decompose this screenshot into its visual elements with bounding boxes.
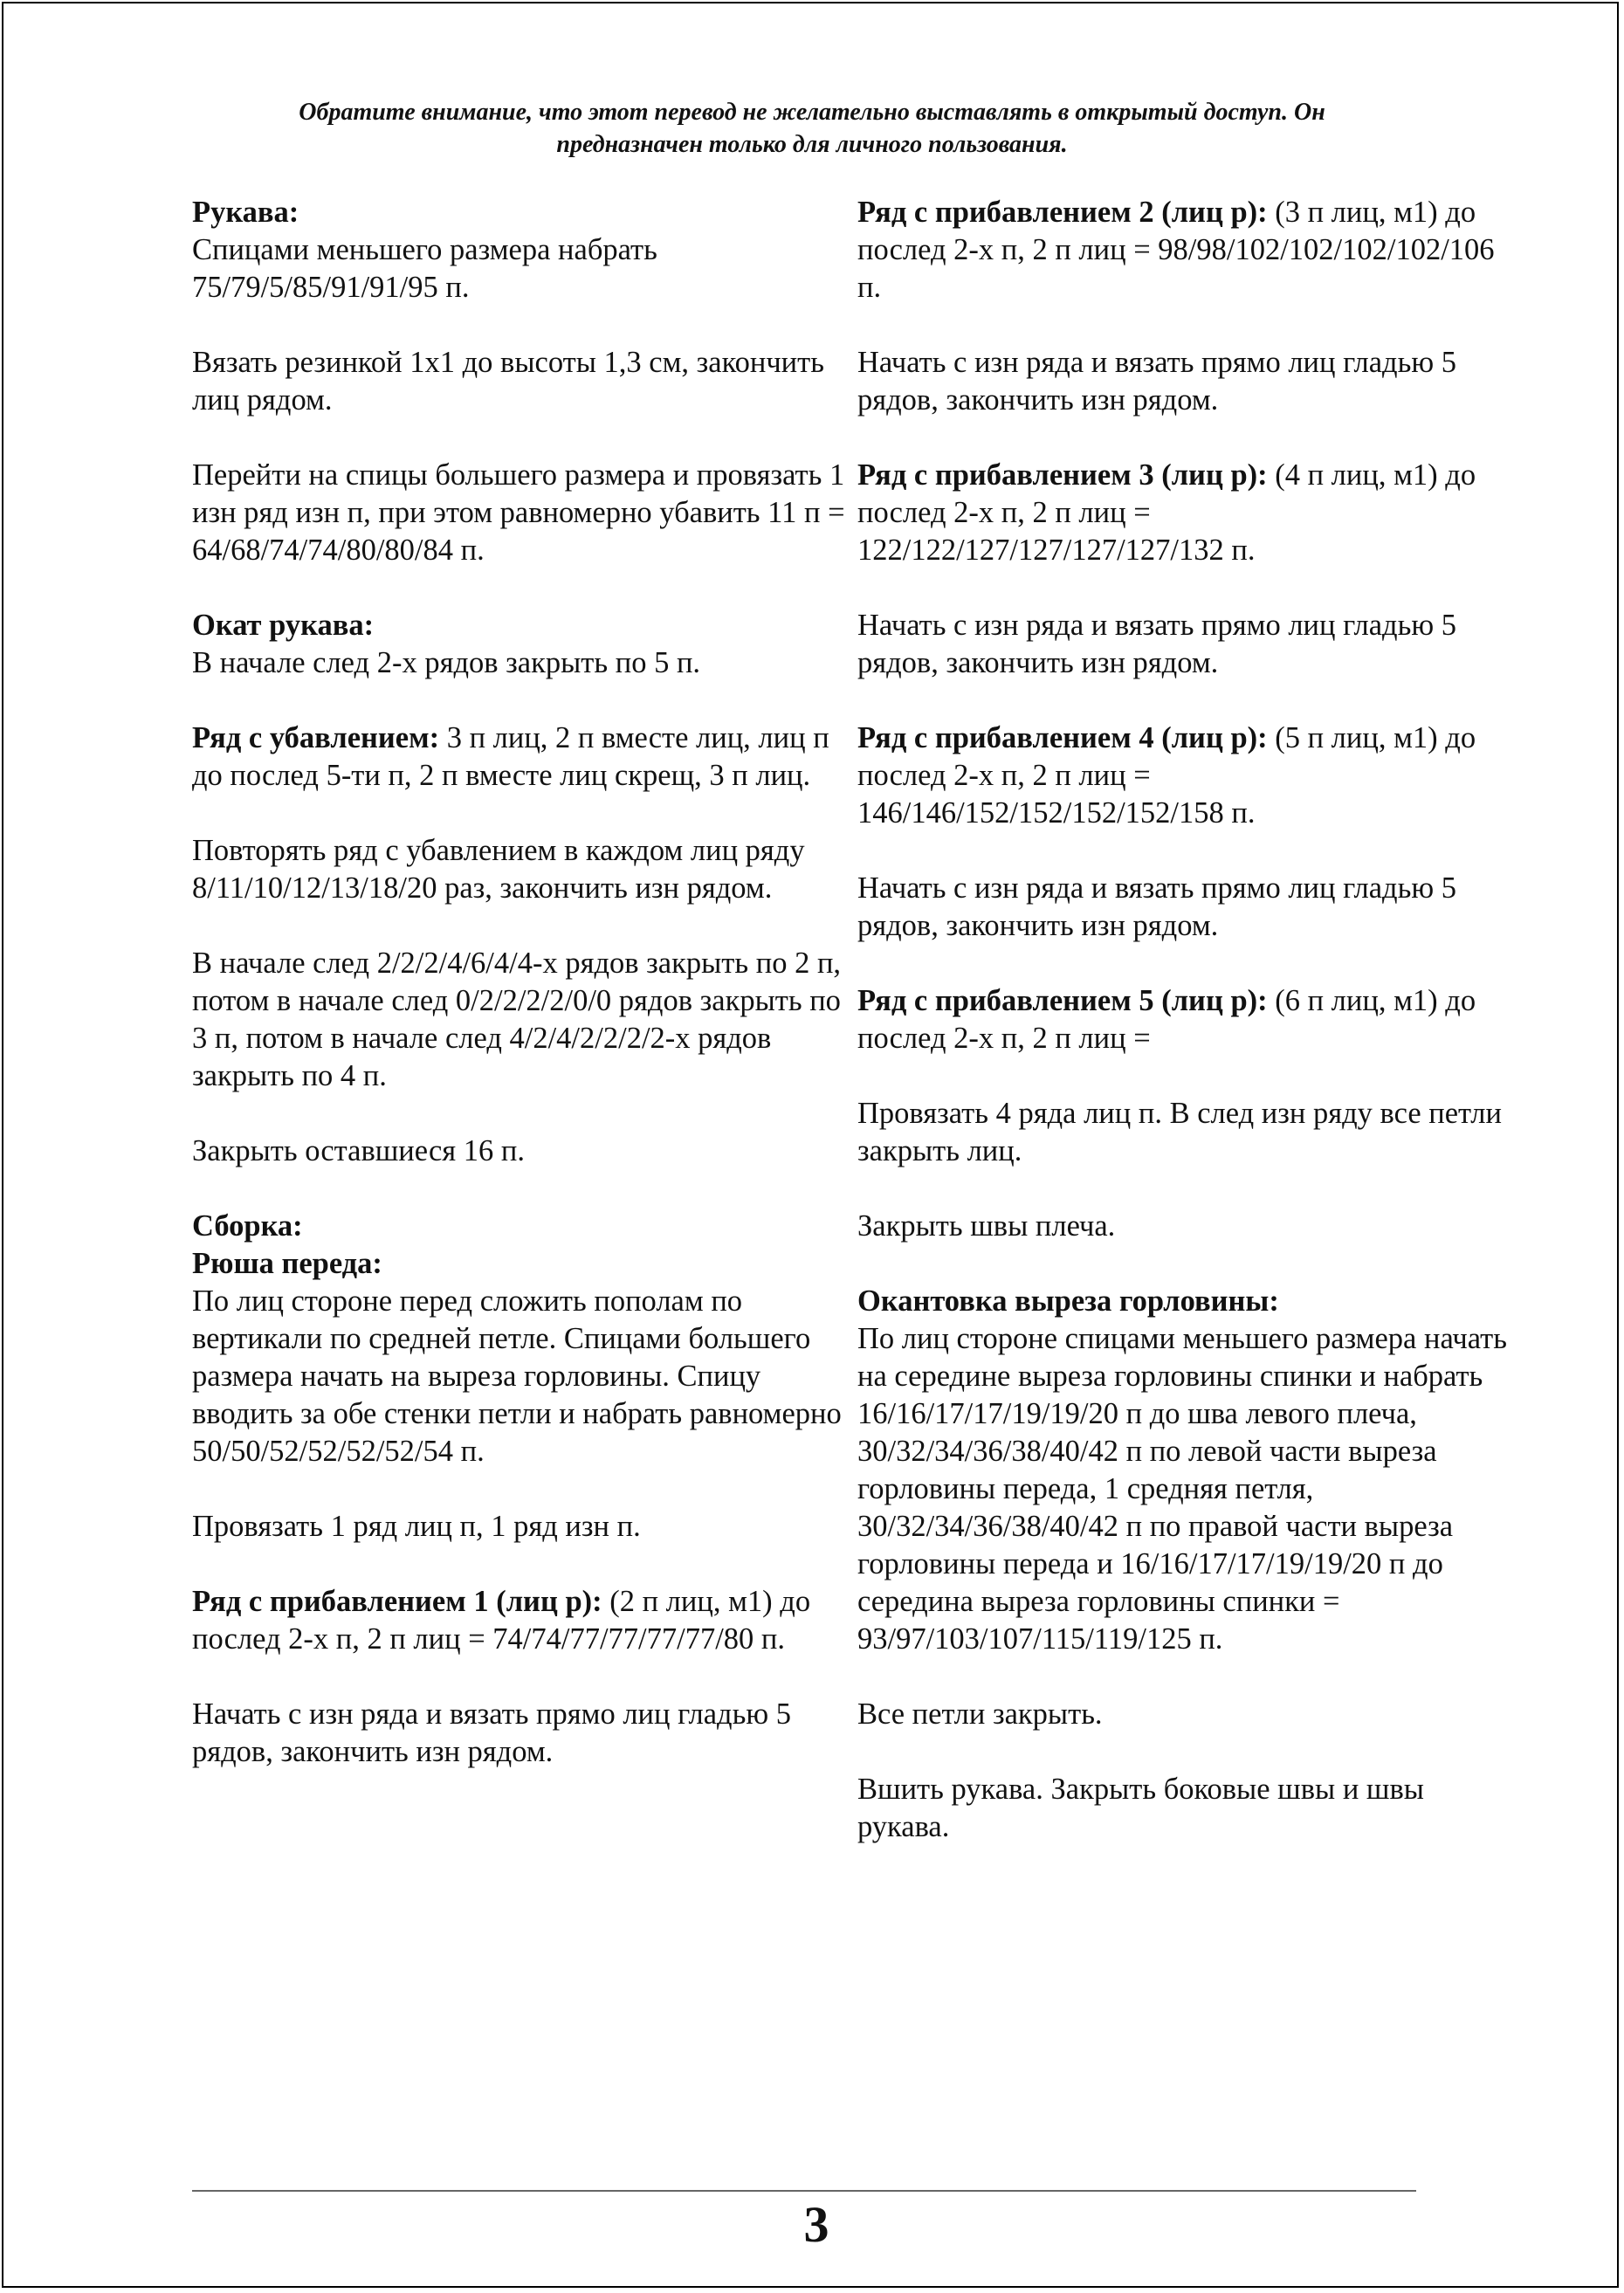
right-column: [857, 194, 1521, 1883]
increase-row-4: [857, 720, 1521, 832]
decrease-repeat: Повторять ряд с убавлением в каждом лиц ряду 8/11/10/12/13/18/20 раз, закончить изн рядом.: [192, 834, 805, 905]
sleeve-cap-heading: Окат рукава:: [192, 609, 375, 642]
increase-row-5: [857, 982, 1521, 1057]
sleeves-switch-needles: Перейти на спицы большего размера и провязать 1 изн ряд изн п, при этом равномерно убавить 11 п = 64/68/74/74/80/80/84 п.: [192, 458, 845, 567]
stockinette-rows-4: Начать с изн ряда и вязать прямо лиц гладью 5 рядов, закончить изн рядом.: [857, 871, 1456, 942]
increase-row-1: [192, 1583, 856, 1658]
increase-row-2-text: (3 п лиц, м1) до послед 2-х п, 2 п лиц = 98/98/102/102/102/102/106 п.: [857, 196, 1495, 304]
increase-row-5-label: Ряд с прибавлением 5 (лиц р):: [857, 984, 1268, 1017]
decrease-row-label: Ряд с убавлением:: [192, 721, 440, 754]
sleeves-rib: Вязать резинкой 1x1 до высоты 1,3 см, закончить лиц рядом.: [192, 346, 824, 417]
stockinette-rows-2: Начать с изн ряда и вязать прямо лиц гладью 5 рядов, закончить изн рядом.: [857, 346, 1456, 417]
increase-row-3: [857, 457, 1521, 569]
increase-row-3-text: (4 п лиц, м1) до послед 2-х п, 2 п лиц = 122/122/127/127/127/127/132 п.: [857, 458, 1476, 567]
notice-line-2: предназначен только для личного пользования.: [556, 131, 1068, 158]
increase-row-5-text: (6 п лиц, м1) до послед 2-х п, 2 п лиц =: [857, 984, 1476, 1055]
increase-row-4-text: (5 п лиц, м1) до послед 2-х п, 2 п лиц = 146/146/152/152/152/152/158 п.: [857, 721, 1476, 830]
stockinette-rows-1: Начать с изн ряда и вязать прямо лиц гладью 5 рядов, закончить изн рядом.: [192, 1697, 791, 1768]
neckband-pickup: По лиц стороне спицами меньшего размера начать на середине выреза горловины спинки и набрать 16/16/17/17/19/19/20 п до шва левого плеча, 30/32/34/36/38/40/42 п по левой части выреза горловины переда, 1 средняя петля, 30/32/34/36/38/40/42 п по правой части выреза горловины переда и 16/16/17/17/19/19/20 п до середина выреза горловины спинки = 93/97/103/107/115/119/125 п.: [857, 1322, 1507, 1656]
increase-row-1-label: Ряд с прибавлением 1 (лиц р):: [192, 1585, 602, 1618]
sleeve-cap-shaping: В начале след 2/2/2/4/6/4/4-х рядов закрыть по 2 п, потом в начале след 0/2/2/2/2/0/0 рядов закрыть по 3 п, потом в начале след 4/2/4/2/2/2/2-х рядов закрыть по 4 п.: [192, 947, 842, 1092]
neckband-bind-off: Все петли закрыть.: [857, 1697, 1103, 1731]
increase-row-2-label: Ряд с прибавлением 2 (лиц р):: [857, 196, 1268, 229]
front-ruffle-heading: Рюша переда:: [192, 1247, 382, 1280]
sleeves-heading: Рукава:: [192, 196, 299, 229]
decrease-row-text: 3 п лиц, 2 п вместе лиц, лиц п до послед 5-ти п, 2 п вместе лиц скрещ, 3 п лиц.: [192, 721, 829, 792]
increase-row-4-label: Ряд с прибавлением 4 (лиц р):: [857, 721, 1268, 754]
notice-line-1: Обратите внимание, что этот перевод не желательно выставлять в открытый доступ. Он: [299, 99, 1325, 126]
decrease-row: [192, 720, 856, 795]
increase-row-3-label: Ряд с прибавлением 3 (лиц р):: [857, 458, 1268, 492]
front-ruffle-rows: Провязать 1 ряд лиц п, 1 ряд изн п.: [192, 1510, 641, 1543]
sleeves-cast-on: Спицами меньшего размера набрать 75/79/5/85/91/91/95 п.: [192, 233, 657, 304]
neckband-heading: Окантовка выреза горловины:: [857, 1284, 1279, 1318]
final-rows-bind-off: Провязать 4 ряда лиц п. В след изн ряду все петли закрыть лиц.: [857, 1097, 1502, 1167]
sleeve-cap-remaining: Закрыть оставшиеся 16 п.: [192, 1134, 525, 1167]
assembly-heading: Сборка:: [192, 1209, 303, 1243]
increase-row-2: [857, 194, 1521, 306]
left-column: [192, 194, 856, 1808]
copyright-notice: [192, 96, 1432, 161]
finishing: Вшить рукава. Закрыть боковые швы и швы рукава.: [857, 1773, 1424, 1843]
stockinette-rows-3: Начать с изн ряда и вязать прямо лиц гладью 5 рядов, закончить изн рядом.: [857, 609, 1456, 679]
page-number: 3: [803, 2196, 829, 2253]
front-ruffle-pickup: По лиц стороне перед сложить пополам по вертикали по средней петле. Спицами большего размера начать на выреза горловины. Спицу вводить за обе стенки петли и набрать равномерно 50/50/52/52/52/52/54 п.: [192, 1284, 842, 1468]
increase-row-1-text: (2 п лиц, м1) до послед 2-х п, 2 п лиц = 74/74/77/77/77/77/80 п.: [192, 1585, 811, 1656]
shoulder-seams: Закрыть швы плеча.: [857, 1209, 1116, 1243]
sleeve-cap-bind-off: В начале след 2-х рядов закрыть по 5 п.: [192, 646, 701, 679]
